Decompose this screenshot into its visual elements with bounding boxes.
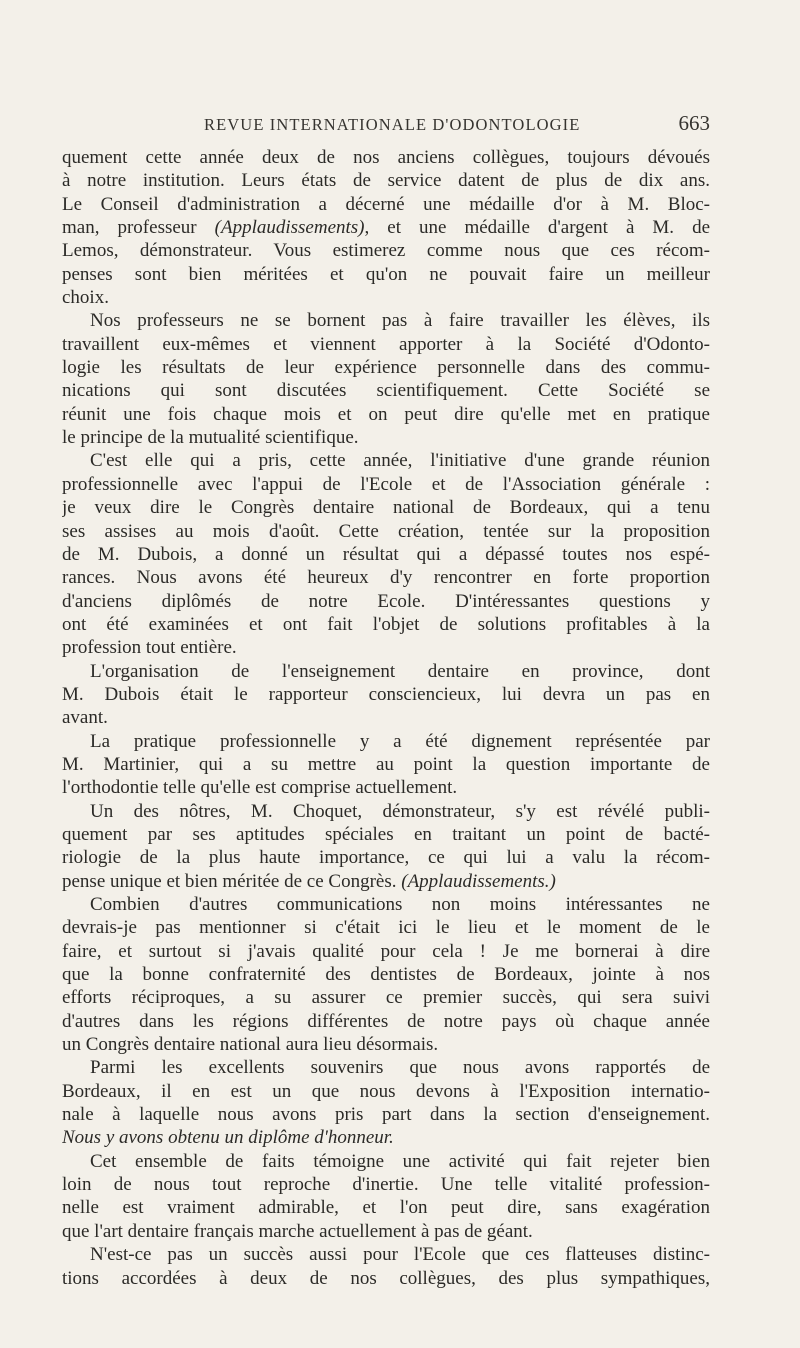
- running-title: REVUE INTERNATIONALE D'ODONTOLOGIE: [204, 115, 581, 134]
- text-line: Un des nôtres, M. Choquet, démonstrateur, s'y est révélé publi-: [90, 800, 710, 822]
- text-line: Le Conseil d'administration a décerné une médaille d'or à M. Bloc-: [62, 193, 710, 215]
- text-line: La pratique professionnelle y a été dignement représentée par: [90, 730, 710, 752]
- text-line: un Congrès dentaire national aura lieu désormais.: [62, 1034, 439, 1056]
- text-line: tions accordées à deux de nos collègues, des plus sympathiques,: [62, 1267, 710, 1289]
- text-line: ses assises au mois d'août. Cette création, tentée sur la proposition: [62, 520, 710, 542]
- text-line: [62, 870, 710, 893]
- text-line: Lemos, démonstrateur. Vous estimerez comme nous que ces récom-: [62, 240, 710, 262]
- text-line: Cet ensemble de faits témoigne une activité qui fait rejeter bien: [90, 1150, 710, 1172]
- text-line: Nous y avons obtenu un diplôme d'honneur.: [62, 1127, 394, 1149]
- text-line: ont été examinées et ont fait l'objet de solutions profitables à la: [62, 613, 710, 635]
- text-line: quement cette année deux de nos anciens collègues, toujours dévoués: [62, 147, 710, 168]
- text-segment: , et une médaille d'argent à M. de: [364, 217, 710, 239]
- text-line: faire, et surtout si j'avais qualité pour cela ! Je me bornerai à dire: [62, 940, 710, 962]
- text-line: loin de nous tout reproche d'inertie. Une telle vitalité profession-: [62, 1174, 710, 1196]
- text-line: nications qui sont discutées scientifiquement. Cette Société se: [62, 380, 710, 402]
- text-segment: pense unique et bien méritée de ce Congrès.: [62, 870, 402, 892]
- text-line: Parmi les excellents souvenirs que nous avons rapportés de: [90, 1057, 710, 1079]
- body-text: [62, 146, 710, 1290]
- text-line: choix.: [62, 287, 109, 309]
- text-line: L'organisation de l'enseignement dentaire en province, dont: [90, 660, 710, 682]
- text-line: M. Dubois était le rapporteur consciencieux, lui devra un pas en: [62, 683, 710, 705]
- text-line: penses sont bien méritées et qu'on ne pouvait faire un meilleur: [62, 263, 710, 285]
- text-line: que la bonne confraternité des dentistes de Bordeaux, jointe à nos: [62, 964, 710, 986]
- text-line: professionnelle avec l'appui de l'Ecole et de l'Association générale :: [62, 473, 710, 495]
- text-line: nelle est vraiment admirable, et l'on peut dire, sans exagération: [62, 1197, 710, 1219]
- italic-segment: (Applaudissements.): [401, 870, 556, 892]
- text-line: logie les résultats de leur expérience personnelle dans des commu-: [62, 357, 710, 379]
- text-segment: man, professeur: [62, 217, 215, 239]
- text-line: Bordeaux, il en est un que nous devons à l'Exposition internatio-: [62, 1080, 710, 1102]
- text-line: d'autres dans les régions différentes de notre pays où chaque année: [62, 1010, 710, 1032]
- text-line: M. Martinier, qui a su mettre au point la question importante de: [62, 753, 710, 775]
- text-line: devrais-je pas mentionner si c'était ici le lieu et le moment de le: [62, 917, 710, 939]
- page-number: 663: [678, 111, 710, 135]
- text-line: d'anciens diplômés de notre Ecole. D'intéressantes questions y: [62, 590, 710, 612]
- text-line: profession tout entière.: [62, 637, 237, 659]
- text-line: Combien d'autres communications non moins intéressantes ne: [90, 894, 710, 915]
- text-line: le principe de la mutualité scientifique.: [62, 427, 359, 449]
- text-line: rances. Nous avons été heureux d'y rencontrer en forte proportion: [62, 567, 710, 589]
- text-line: que l'art dentaire français marche actuellement à pas de géant.: [62, 1220, 533, 1242]
- text-line: à notre institution. Leurs états de service datent de plus de dix ans.: [62, 170, 710, 192]
- italic-segment: (Applaudissements): [214, 217, 365, 239]
- text-line: je veux dire le Congrès dentaire national de Bordeaux, qui a tenu: [62, 497, 710, 519]
- text-line: avant.: [62, 707, 108, 729]
- text-line: l'orthodontie telle qu'elle est comprise actuellement.: [62, 777, 458, 799]
- text-line: N'est-ce pas un succès aussi pour l'Ecole que ces flatteuses distinc-: [90, 1244, 710, 1266]
- text-line: travaillent eux-mêmes et viennent apporter à la Société d'Odonto-: [62, 333, 710, 355]
- page-header: [200, 111, 710, 137]
- text-line: Nos professeurs ne se bornent pas à faire travailler les élèves, ils: [90, 310, 710, 332]
- text-line: de M. Dubois, a donné un résultat qui a dépassé toutes nos espé-: [62, 543, 710, 565]
- text-line: réunit une fois chaque mois et on peut dire qu'elle met en pratique: [62, 403, 710, 425]
- text-line: efforts réciproques, a su assurer ce premier succès, qui sera suivi: [62, 987, 710, 1009]
- text-line: riologie de la plus haute importance, ce qui lui a valu la récom-: [62, 847, 710, 869]
- text-line: nale à laquelle nous avons pris part dans la section d'enseignement.: [62, 1104, 710, 1126]
- text-line: quement par ses aptitudes spéciales en traitant un point de bacté-: [62, 823, 710, 845]
- text-line: C'est elle qui a pris, cette année, l'initiative d'une grande réunion: [90, 450, 710, 472]
- text-line: [62, 216, 710, 239]
